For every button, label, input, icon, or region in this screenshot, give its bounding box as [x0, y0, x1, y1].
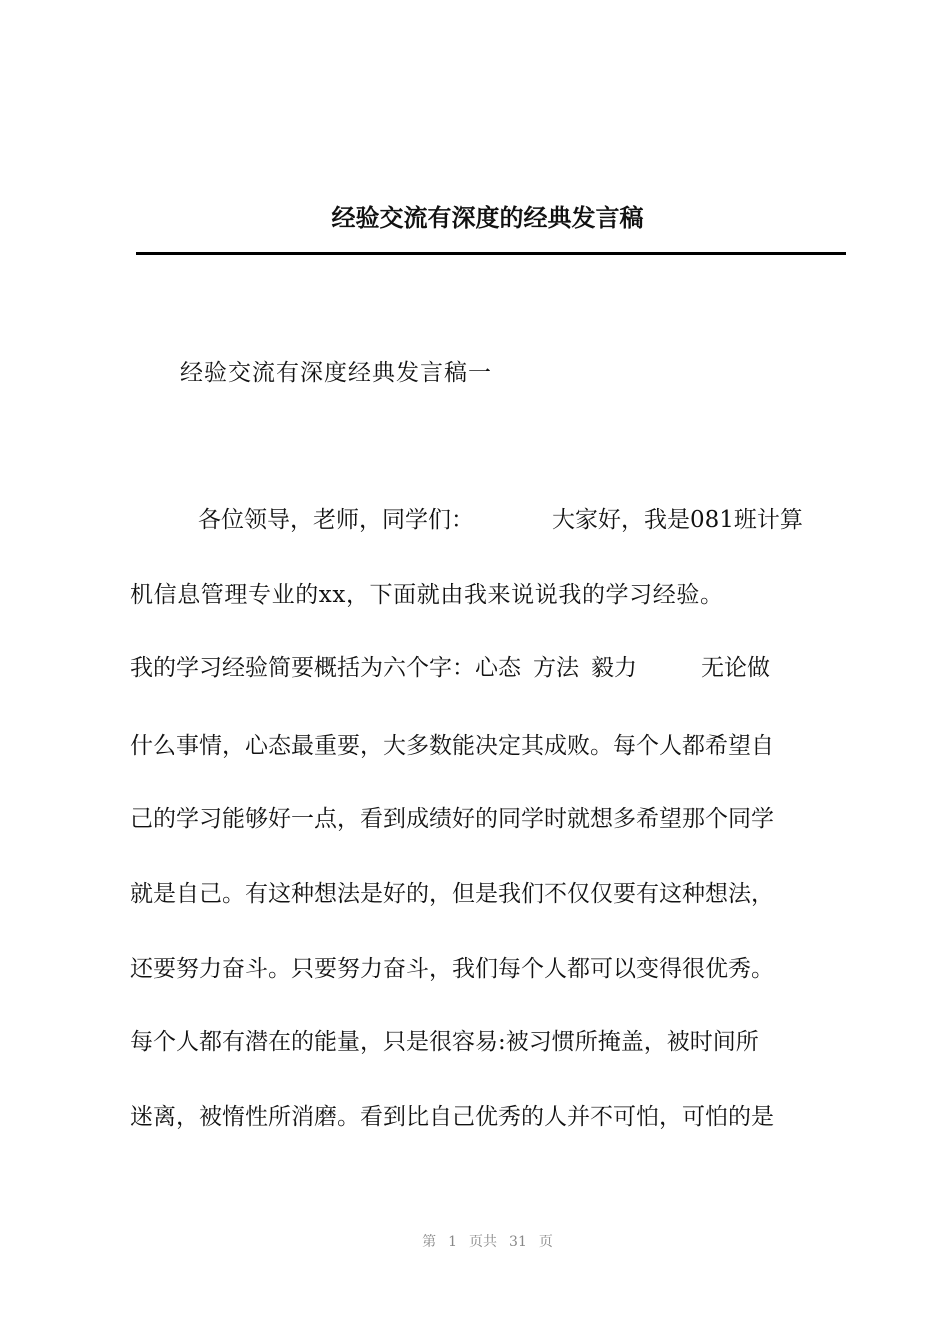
page-prefix: 第: [422, 1234, 437, 1250]
title-underline: [136, 252, 846, 255]
body-line: [130, 653, 770, 683]
body-text: 各位领导，老师，同学们：: [198, 507, 474, 533]
body-line: 还要努力奋斗。只要努力奋斗，我们每个人都可以变得很优秀。: [130, 956, 774, 982]
body-text: 方法: [533, 655, 579, 681]
body-line: 什么事情，心态最重要，大多数能决定其成败。每个人都希望自: [130, 733, 774, 759]
document-title: 经验交流有深度的经典发言稿: [331, 203, 644, 232]
body-text: 无论做: [701, 655, 770, 681]
body-line: 迷离，被惰性所消磨。看到比自己优秀的人并不可怕，可怕的是: [130, 1104, 774, 1130]
body-line: [198, 505, 803, 535]
body-text: 我的学习经验简要概括为六个字：心态: [130, 655, 521, 681]
page-mid: 页共: [469, 1234, 498, 1250]
body-text: 毅力: [591, 655, 637, 681]
page-number: 1: [448, 1234, 458, 1250]
body-line: 机信息管理专业的xx，下面就由我来说说我的学习经验。: [130, 582, 724, 608]
body-text: 大家好，我是081班计算: [552, 507, 803, 533]
page-footer: [0, 1231, 950, 1251]
total-pages: 31: [509, 1234, 527, 1250]
body-line: 己的学习能够好一点，看到成绩好的同学时就想多希望那个同学: [130, 806, 774, 832]
page-suffix: 页: [538, 1234, 553, 1250]
body-line: 就是自己。有这种想法是好的，但是我们不仅仅要有这种想法，: [130, 881, 774, 907]
body-line: 每个人都有潜在的能量，只是很容易:被习惯所掩盖，被时间所: [130, 1029, 759, 1055]
section-heading: 经验交流有深度经典发言稿一: [180, 360, 492, 386]
